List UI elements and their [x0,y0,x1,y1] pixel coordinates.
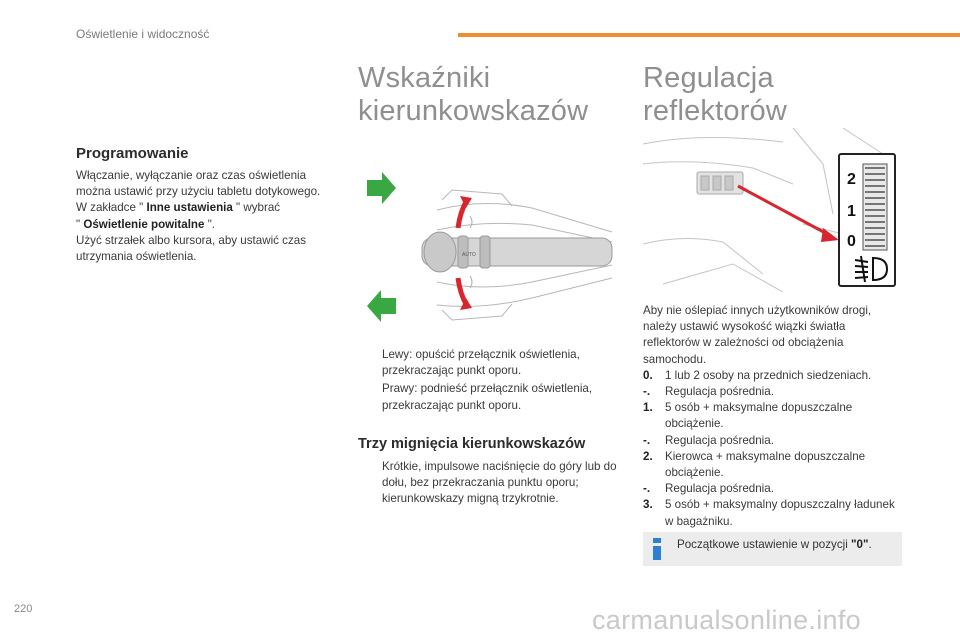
item-text: 5 osób + maksymalny dopuszczalny ładunek w bagażniku. [665,498,895,528]
red-pointer-line [738,186,831,236]
list-item [643,497,898,529]
red-up-arrow-icon [458,196,472,228]
list-item [643,433,898,449]
info-note-pre: Początkowe ustawienie w pozycji [677,538,851,551]
watermark: carmanualsonline.info [592,605,861,635]
programming-heading: Programowanie [76,145,189,162]
item-text: Kierowca + maksymalne dopuszczalne obciążenie. [665,449,866,480]
programming-line4-post: ". [204,217,216,231]
indicators-title [358,62,618,128]
stalk-auto-label: AUTO [462,252,476,258]
headlamp-title-line1: Regulacja [643,62,774,94]
list-item [643,384,898,400]
list-item [643,481,898,497]
three-blinks-bullets [358,459,620,510]
dial-label-1: 1 [847,203,856,220]
programming-line4-bold: Oświetlenie powitalne [83,217,205,231]
list-item [643,368,898,384]
three-blinks-text: Krótkie, impulsowe naciśnięcie do góry lub do dołu, bez przekraczania punktu oporu; kierunkowskazy migną trzykrotnie. [382,460,617,506]
dial-label-2: 2 [847,171,856,188]
item-key: 2. [643,449,653,463]
three-blinks-heading: Trzy mignięcia kierunkowskazów [358,436,586,452]
item-key: 0. [643,368,653,382]
bullet-right-text: Prawy: podnieść przełącznik oświetlenia, przekraczając punkt oporu. [382,382,593,412]
red-down-arrow-icon [458,278,472,310]
header-accent-bar [458,33,960,37]
info-note-bold: "0" [851,538,869,551]
programming-line3-post: " wybrać [232,201,281,215]
info-note-text [677,538,872,551]
headlamp-text [643,303,898,530]
lighting-stalk-illustration [362,170,620,330]
headlamp-dial-illustration [643,124,901,292]
programming-line3-pre: W zakładce " [76,201,147,215]
programming-line1: Włączanie, wyłączanie oraz czas oświetlenia [76,169,307,182]
section-title: Oświetlenie i widoczność [76,27,210,41]
item-key: -. [643,433,651,447]
programming-line4-pre: " [76,217,84,231]
headlamp-intro: Aby nie oślepiać innych użytkowników drogi, należy ustawić wysokość wiązki światła reflektorów w zależności od obciążenia samochodu. [643,304,872,366]
info-note [643,532,902,566]
bullet-left-text: Lewy: opuścić przełącznik oświetlenia, przekraczając punkt oporu. [382,348,580,378]
red-pointer-arrow-icon [821,228,839,242]
item-text: Regulacja pośrednia. [665,385,774,399]
headlamp-title [643,62,903,128]
arrow-up-right-icon [367,172,396,204]
programming-line5: Użyć strzałek albo kursora, aby ustawić czas [76,233,307,247]
list-item [358,347,620,379]
item-text: Regulacja pośrednia. [665,433,774,447]
item-text: 5 osób + maksymalne dopuszczalne obciążenie. [665,401,853,431]
list-item [358,381,620,413]
programming-line3-bold: Inne ustawienia [146,201,233,215]
arrow-left-icon [367,290,396,322]
indicator-bullets [358,347,620,416]
info-icon [650,537,664,561]
headlamp-dial [839,154,895,286]
programming-line6: utrzymania oświetlenia. [76,250,197,264]
page-number: 220 [14,603,33,615]
item-text: 1 lub 2 osoby na przednich siedzeniach. [665,368,872,382]
list-item [643,449,898,481]
programming-text [76,168,346,265]
item-key: 1. [643,401,653,415]
list-item [358,459,620,508]
info-note-post: . [868,538,872,551]
item-key: -. [643,482,651,496]
headlamp-title-line2: reflektorów [643,95,788,127]
item-key: -. [643,385,651,399]
programming-line2: można ustawić przy użyciu tabletu dotykowego. [76,185,321,199]
item-text: Regulacja pośrednia. [665,482,774,496]
indicators-title-line2: kierunkowskazów [358,95,589,127]
item-key: 3. [643,498,653,512]
list-item [643,400,898,432]
dial-label-0: 0 [847,233,856,250]
indicators-title-line1: Wskaźniki [358,62,491,94]
